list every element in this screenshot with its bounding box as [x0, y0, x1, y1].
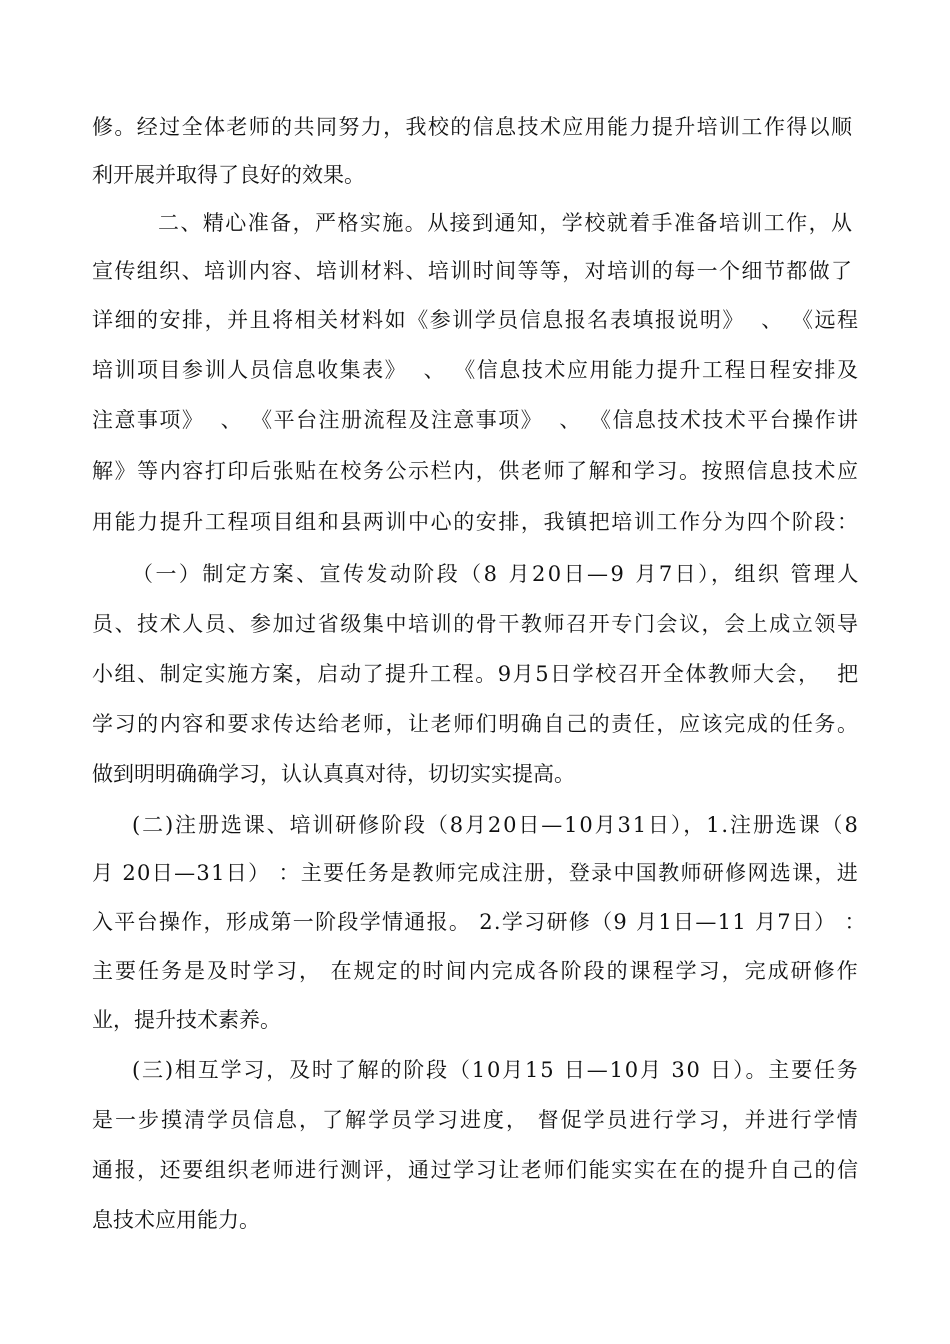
text-line: 做到明明确确学习，认认真真对待，切切实实提高。: [92, 762, 575, 786]
text-line: 培训项目参训人员信息收集表》 、 《信息技术应用能力提升工程日程安排及: [92, 358, 860, 382]
text-line: 修。经过全体老师的共同努力，我校的信息技术应用能力提升培训工作得以顺: [92, 115, 854, 139]
text-line: 业，提升技术素养。: [92, 1008, 281, 1032]
text-line: 解》等内容打印后张贴在校务公示栏内，供老师了解和学习。按照信息技术应: [92, 459, 860, 483]
text-line: （一）制定方案、宣传发动阶段（8 月20日—9 月7日），组织 管理人: [132, 562, 861, 586]
text-line: 是一步摸清学员信息，了解学员学习进度， 督促学员进行学习，并进行学情: [92, 1108, 860, 1132]
text-line: 学习的内容和要求传达给老师，让老师们明确自己的责任，应该完成的任务。: [92, 712, 860, 736]
text-line: 息技术应用能力。: [92, 1208, 260, 1232]
text-line: 主要任务是及时学习， 在规定的时间内完成各阶段的课程学习，完成研修作: [92, 959, 860, 983]
text-line: 入平台操作，形成第一阶段学情通报。 2.学习研修（9 月1日—11 月7日） ：: [92, 910, 867, 934]
text-line: 二、精心准备，严格实施。从接到通知，学校就着手准备培训工作，从: [158, 211, 854, 235]
text-line: 员、技术人员、参加过省级集中培训的骨干教师召开专门会议，会上成立领导: [92, 612, 860, 636]
text-line: 用能力提升工程项目组和县两训中心的安排，我镇把培训工作分为四个阶段：: [92, 510, 860, 534]
text-line: 小组、制定实施方案，启动了提升工程。9月5日学校召开全体教师大会， 把: [92, 662, 860, 686]
text-line: (三)相互学习，及时了解的阶段（10月15 日—10月 30 日）。主要任务: [132, 1058, 860, 1082]
text-line: 详细的安排，并且将相关材料如《参训学员信息报名表填报说明》 、 《远程: [92, 308, 860, 332]
text-line: 注意事项》 、 《平台注册流程及注意事项》 、 《信息技术技术平台操作讲: [92, 408, 860, 432]
text-line: 利开展并取得了良好的效果。: [92, 163, 365, 187]
text-line: 通报，还要组织老师进行测评，通过学习让老师们能实实在在的提升自己的信: [92, 1158, 860, 1182]
text-line: 月 20日—31日） ：主要任务是教师完成注册，登录中国教师研修网选课，进: [92, 861, 860, 885]
text-line: 宣传组织、培训内容、培训材料、培训时间等等，对培训的每一个细节都做了: [92, 259, 854, 283]
text-line: (二)注册选课、培训研修阶段（8月20日—10月31日），1.注册选课（8: [132, 813, 860, 837]
